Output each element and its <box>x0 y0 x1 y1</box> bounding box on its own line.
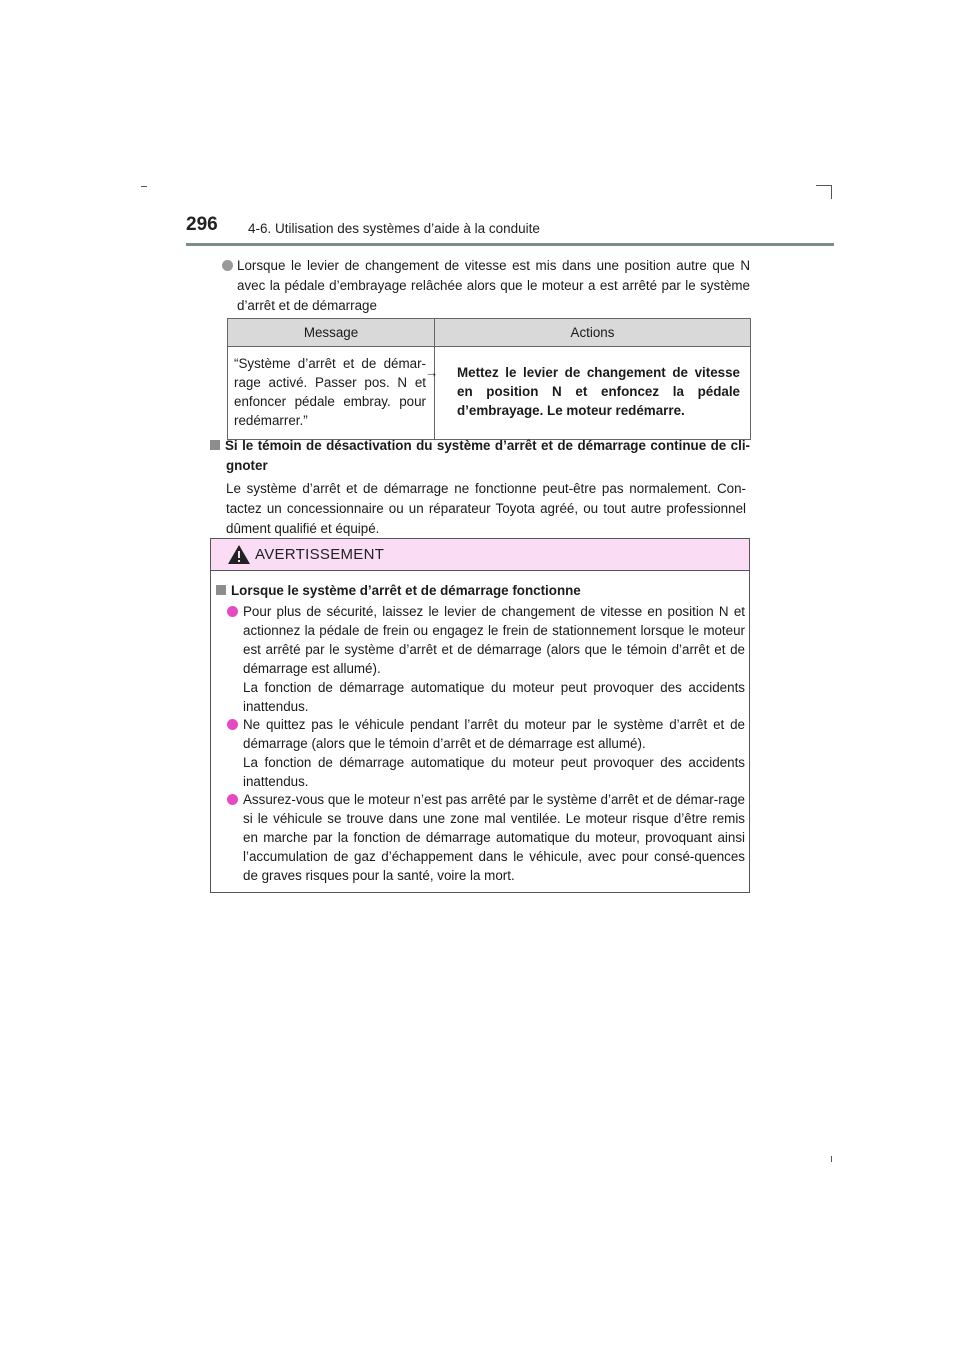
crop-mark-top-right-h <box>816 185 832 186</box>
section-title: 4-6. Utilisation des systèmes d’aide à la conduite <box>248 221 540 236</box>
page-number: 296 <box>186 214 218 235</box>
table-cell-message: “Système d’arrêt et de démar-rage activé. Passer pos. N et enfoncer pédale embray. pour redémarrer.” <box>228 347 435 440</box>
warning-item <box>227 715 745 791</box>
crop-mark-bottom-right <box>831 1156 832 1162</box>
arrow-right-icon: → <box>425 365 439 380</box>
table-header-message: Message <box>228 319 435 347</box>
warning-item <box>227 602 745 716</box>
crop-mark-top-right-v <box>831 185 832 199</box>
warning-item-text: Ne quittez pas le véhicule pendant l’arrêt du moteur par le système d’arrêt et de démarrage (alors que le témoin d’arrêt et de démarrage est allumé). <box>243 717 745 751</box>
square-bullet-icon <box>216 585 226 595</box>
warning-item-note: La fonction de démarrage automatique du moteur peut provoquer des accidents inattendus. <box>243 680 745 714</box>
round-bullet-icon <box>222 260 233 271</box>
warning-subheading <box>216 583 581 598</box>
bullet-item <box>222 256 750 316</box>
warning-triangle-icon <box>228 545 250 564</box>
table-row <box>228 347 751 440</box>
table-header-actions: Actions <box>435 319 751 347</box>
warning-item-body <box>243 715 745 791</box>
action-wrap <box>425 363 740 420</box>
section-paragraph: Le système d’arrêt et de démarrage ne fonctionne peut-être pas normalement. Con-tactez un concessionnaire ou un réparateur Toyota agréé, ou tout autre professionnel dûment qualifié et équipé. <box>226 481 746 536</box>
message-table <box>227 318 751 440</box>
warning-item-body <box>243 790 745 885</box>
heading-text: Si le témoin de désactivation du système d’arrêt et de démarrage continue de cli-gnoter <box>225 438 750 473</box>
warning-item <box>227 790 745 885</box>
warning-item-text: Pour plus de sécurité, laissez le levier de changement de vitesse en position N et actionnez la pédale de frein ou engagez le frein de stationnement lorsque le moteur est arrêté par le système d’arrêt et de démarrage (alors que le témoin d’arrêt et de démarrage est allumé). <box>243 604 745 676</box>
bullet-text: Lorsque le levier de changement de vitesse est mis dans une position autre que N avec la pédale d’embrayage relâchée alors que le moteur a est arrêté par le système d’arrêt et de démarrage <box>237 258 750 313</box>
header-rule <box>186 243 834 246</box>
crop-mark-top-left <box>141 186 147 187</box>
warning-item-body <box>243 602 745 716</box>
square-bullet-icon <box>210 440 220 450</box>
warning-item-note: La fonction de démarrage automatique du moteur peut provoquer des accidents inattendus. <box>243 755 745 789</box>
warning-box <box>210 538 750 893</box>
round-bullet-icon <box>227 719 238 730</box>
action-text: Mettez le levier de changement de vitesse en position N et enfoncez la pédale d’embrayage. Le moteur redémarre. <box>457 365 740 418</box>
round-bullet-icon <box>227 606 238 617</box>
warning-subheading-text: Lorsque le système d’arrêt et de démarrage fonctionne <box>231 583 581 598</box>
heading-wrap <box>210 436 750 476</box>
section-heading <box>210 436 750 476</box>
table-header-row <box>228 319 751 347</box>
warning-title: AVERTISSEMENT <box>255 546 385 563</box>
warning-item-text: Assurez-vous que le moteur n’est pas arrêté par le système d’arrêt et de démar-rage si le véhicule se trouve dans une zone mal ventilée. Le moteur risque d’être remis en marche par la fonction de démarrage automatique du moteur, provoquant ainsi l’accumulation de gaz d’échappement dans le véhicule, avec pour consé-quences de graves risques pour la santé, voire la mort. <box>243 792 745 883</box>
table-cell-action <box>425 347 751 440</box>
round-bullet-icon <box>227 794 238 805</box>
warning-header <box>211 539 749 571</box>
